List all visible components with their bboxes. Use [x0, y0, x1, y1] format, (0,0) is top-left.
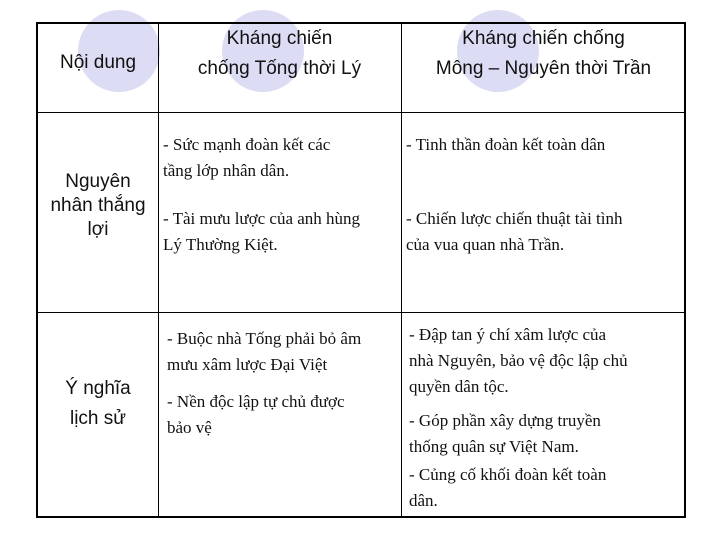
cell-text-line: của vua quan nhà Trần. — [406, 235, 565, 254]
header-ly-line2: chống Tống thời Lý — [197, 58, 362, 79]
cell-significance-ly-1 — [167, 326, 399, 378]
cell-text-line: Lý Thường Kiệt. — [163, 235, 278, 254]
cell-text-line: - Tài mưu lược của anh hùng — [163, 209, 361, 228]
cell-text-line: nhà Nguyên, bảo vệ độc lập chủ — [409, 351, 628, 370]
header-ly-line1: Kháng chiến — [226, 28, 333, 49]
header-tran — [401, 24, 686, 84]
header-tran-line2: Mông – Nguyên thời Trần — [435, 58, 652, 79]
row-label-significance-line1: Ý nghĩa — [65, 378, 131, 399]
cell-text-line: - Góp phần xây dựng truyền — [409, 411, 601, 430]
header-ly — [158, 24, 401, 84]
cell-text-line: thống quân sự Việt Nam. — [409, 437, 579, 456]
cell-text-line: - Sức mạnh đoàn kết các — [163, 135, 331, 154]
cell-significance-ly-2 — [167, 389, 399, 441]
cell-significance-tran-3 — [409, 462, 671, 514]
row-divider-header — [38, 112, 684, 113]
header-col-content: Nội dung — [59, 52, 137, 73]
cell-text-line: - Buộc nhà Tống phải bỏ âm — [167, 329, 362, 348]
comparison-table — [36, 22, 686, 518]
cell-text-line: dân. — [409, 491, 438, 510]
cell-causes-ly-2 — [163, 206, 398, 258]
cell-text-line: - Tinh thần đoàn kết toàn dân — [406, 135, 606, 154]
cell-significance-tran-1 — [409, 322, 671, 400]
cell-causes-ly-1 — [163, 132, 398, 184]
cell-text-line: - Chiến lược chiến thuật tài tình — [406, 209, 623, 228]
cell-text-line: bảo vệ — [167, 418, 212, 437]
cell-text-line: - Củng cố khối đoàn kết toàn — [409, 465, 607, 484]
cell-significance-tran-2 — [409, 408, 671, 460]
row-label-causes-line1: Nguyên — [65, 171, 131, 192]
cell-text-line: quyền dân tộc. — [409, 377, 509, 396]
row-label-causes-line3: lợi — [87, 219, 109, 240]
column-divider-2 — [401, 24, 402, 516]
column-divider-1 — [158, 24, 159, 516]
cell-text-line: - Nền độc lập tự chủ được — [167, 392, 345, 411]
header-tran-line1: Kháng chiến chống — [462, 28, 625, 49]
cell-text-line: tầng lớp nhân dân. — [163, 161, 290, 180]
row-label-causes — [38, 170, 158, 242]
row-label-significance-line2: lịch sử — [69, 408, 126, 429]
row-divider-1 — [38, 312, 684, 313]
cell-text-line: mưu xâm lược Đại Việt — [167, 355, 328, 374]
cell-causes-tran-2 — [406, 206, 681, 258]
row-label-significance — [38, 374, 158, 434]
header-content — [38, 48, 158, 78]
cell-text-line: - Đập tan ý chí xâm lược của — [409, 325, 607, 344]
row-label-causes-line2: nhân thắng — [50, 195, 146, 216]
cell-causes-tran-1 — [406, 132, 681, 158]
